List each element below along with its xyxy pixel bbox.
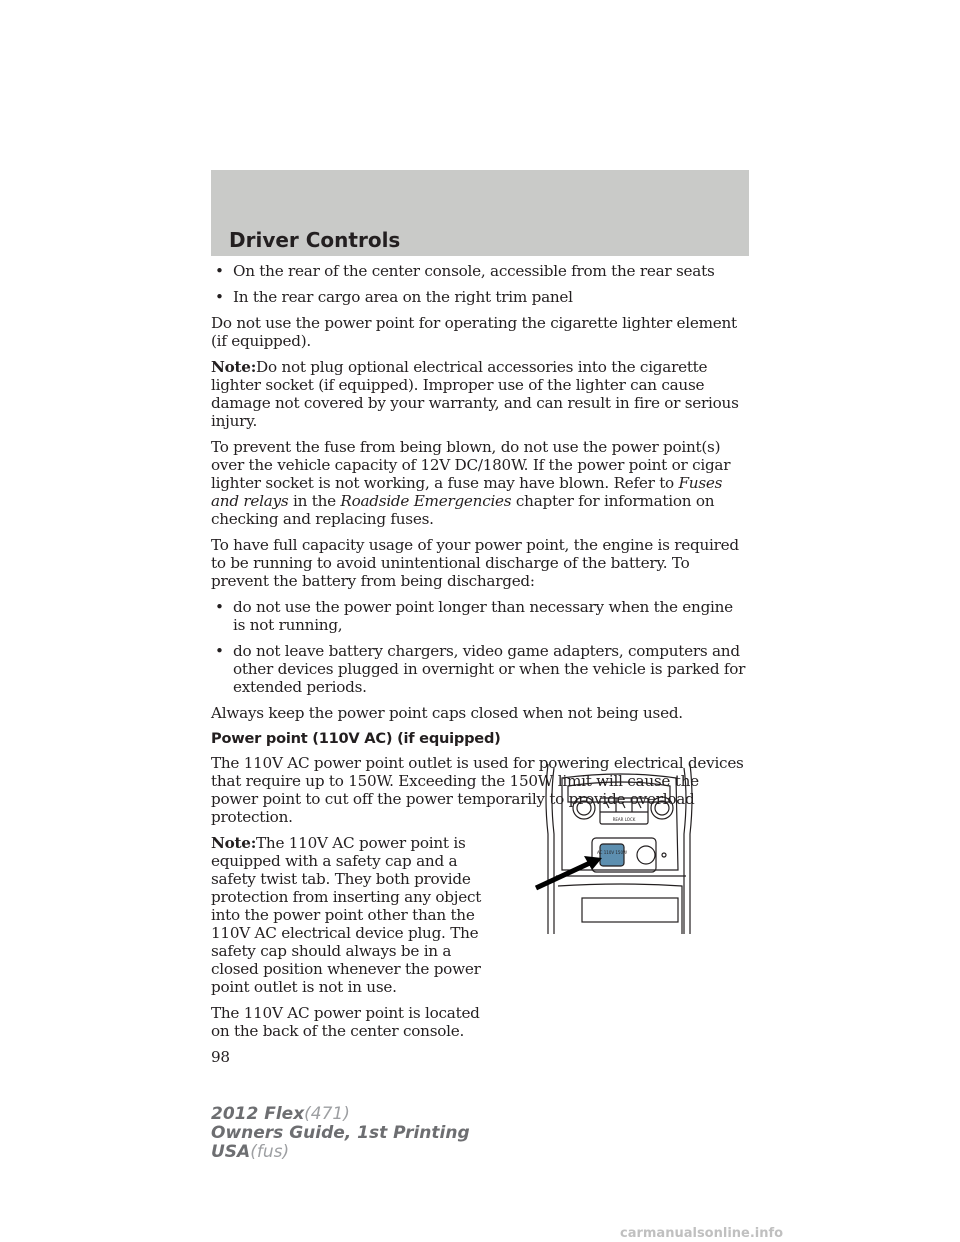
section-title: Driver Controls (229, 228, 401, 252)
note-text: Do not plug optional electrical accessories into the cigarette lighter socket (if equipped). Improper use of the lighter can cause damage not covered by your warranty, and can result in fire or serious injury. (211, 358, 739, 430)
note-label: Note: (211, 834, 257, 852)
bullet-icon: • (215, 598, 224, 616)
footer-line-market: USA(fus) (211, 1142, 290, 1162)
page-number: 98 (211, 1048, 230, 1066)
paragraph-location: The 110V AC power point is located on the back of the center console. (211, 1004, 480, 1040)
note-110v (211, 834, 501, 996)
footer-line-model: 2012 Flex(471) (211, 1104, 350, 1124)
note-text: The 110V AC power point is equipped with a safety cap and a safety twist tab. They both provide protection from inserting any object into the power point other than the 110V AC electrical device plug. The safety cap should always be in a closed position whenever the power point outlet is not in use. (211, 834, 482, 996)
section-heading: Power point (110V AC) (if equipped) (211, 730, 501, 747)
rear-lock-label: REAR LOCK (612, 817, 636, 822)
list-item: • do not use the power point longer than necessary when the engine is not running, (215, 598, 733, 634)
cross-reference: Fuses and relays (211, 474, 723, 510)
print-footer (211, 1105, 470, 1162)
section-header-bar (211, 170, 749, 256)
note-lighter (211, 358, 749, 430)
text-column (211, 834, 501, 1066)
list-item: • In the rear cargo area on the right trim panel (215, 288, 573, 306)
note-label: Note: (211, 358, 257, 376)
site-watermark: carmanualsonline.info (620, 1226, 784, 1241)
paragraph-110v: The 110V AC power point outlet is used for powering electrical devices that require up to 150W. Exceeding the 150W limit will cause the power point to cut off the power temporarily to provide overload protection. (211, 754, 744, 826)
footer-line-edition: Owners Guide, 1st Printing (211, 1123, 470, 1143)
paragraph-lighter: Do not use the power point for operating the cigarette lighter element (if equipped). (211, 314, 737, 350)
pointer-arrow-icon (536, 856, 602, 888)
paragraph-caps: Always keep the power point caps closed when not being used. (211, 704, 683, 722)
console-illustration (518, 758, 708, 934)
bullet-icon: • (215, 288, 224, 306)
bullet-icon: • (215, 262, 224, 280)
chapter-reference: Roadside Emergencies (340, 492, 512, 510)
list-item: • On the rear of the center console, accessible from the rear seats (215, 262, 715, 280)
paragraph-capacity: To have full capacity usage of your power point, the engine is required to be running to avoid unintentional discharge of the battery. To prevent the battery from being discharged: (211, 536, 739, 590)
bullet-icon: • (215, 642, 224, 660)
outlet-label: AC 110V 150W (597, 850, 627, 855)
list-item: • do not leave battery chargers, video game adapters, computers and other devices plugged in overnight or when the vehicle is parked for extended periods. (215, 642, 746, 696)
console-drawing (518, 758, 708, 934)
page-content (211, 262, 749, 1066)
ac-outlet-button (600, 844, 624, 866)
paragraph-fuse: To prevent the fuse from being blown, do not use the power point(s) over the vehicle capacity of 12V DC/180W. If the power point or cigar lighter socket is not working, a fuse may have blown. Refer to Fuses and relays in the Roadside Emergencies chapter for information on checking and replacing fuses. (211, 438, 731, 528)
